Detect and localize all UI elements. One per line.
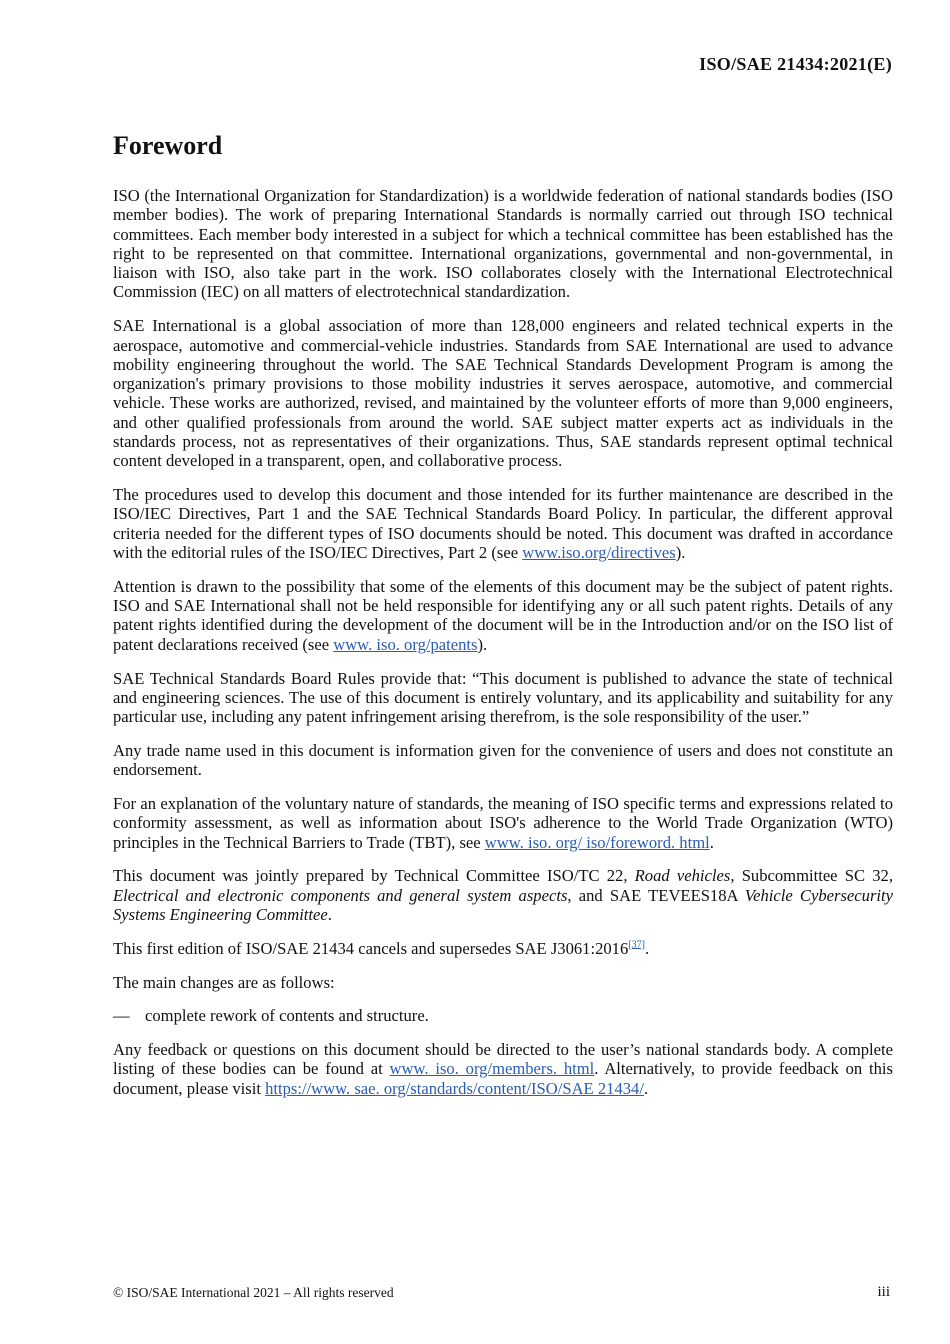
text: . <box>709 832 714 852</box>
sae-feedback-link[interactable]: https://www. sae. org/standards/content/ISO/SAE 21434/ <box>265 1078 644 1098</box>
text: For an explanation of the voluntary nature of standards, the meaning of ISO specific terms and expressions related to conformity assessment, as well as information about ISO's adherence to the World Trade Organization (WTO) principles in the Technical Barriers to Trade (TBT), see <box>113 794 893 852</box>
text: Any feedback or questions on this document should be directed to the user’s national standards body. A complete listing of these bodies can be found at <box>113 1040 893 1079</box>
text: This first edition of ISO/SAE 21434 cancels and supersedes SAE J3061:2016 <box>113 938 629 958</box>
paragraph: SAE International is a global association of more than 128,000 engineers and related technical experts in the aerospace, automotive and commercial-vehicle industries. Standards from SAE International are used to advance mobility engineering throughout the world. The SAE Technical Standards Development Program is among the organization's primary provisions to those mobility industries it serves aerospace, automotive, and commercial vehicle. These works are authorized, revised, and maintained by the volunteer efforts of more than 9,000 engineers, and other qualified professionals from around the world. SAE subject matter experts act as individuals in the standards process, not as representatives of their organizations. Thus, SAE standards represent optimal technical content developed in a transparent, open, and collaborative process. <box>113 316 893 471</box>
paragraph: SAE Technical Standards Board Rules provide that: “This document is published to advance the state of technical and engineering sciences. The use of this document is entirely voluntary, and its applicability and suitability for any particular use, including any patent infringement arising therefrom, is the sole responsibility of the user.” <box>113 668 893 727</box>
page-title: Foreword <box>113 131 223 160</box>
foreword-link[interactable]: www. iso. org/ iso/foreword. html <box>484 832 710 852</box>
text: . <box>643 1078 649 1098</box>
text: Attention is drawn to the possibility that some of the elements of this document may be the subject of patent rights. ISO and SAE International shall not be held responsible for identifying any or all such patent rights. Details of any patent rights identified during the development of the document will be in the Introduction and/or on the ISO list of patent declarations received (see <box>113 576 893 654</box>
reference-link[interactable]: [37] <box>628 939 645 951</box>
paragraph <box>113 939 893 958</box>
list-item-text: complete rework of contents and structure. <box>145 1006 429 1026</box>
patents-link[interactable]: www. iso. org/patents <box>333 634 478 654</box>
text: . <box>644 938 650 958</box>
text: ). <box>675 543 686 563</box>
dash-bullet: — <box>113 1006 130 1026</box>
text: . <box>327 905 332 924</box>
text: ). <box>477 634 488 654</box>
paragraph: Any trade name used in this document is information given for the convenience of users and does not constitute an endorsement. <box>113 740 893 780</box>
paragraph <box>113 866 893 924</box>
text: . Alternatively, to provide feedback on this document, please visit <box>113 1059 893 1098</box>
paragraph: ISO (the International Organization for Standardization) is a worldwide federation of national standards bodies (ISO member bodies). The work of preparing International Standards is normally carried out through ISO technical committees. Each member body interested in a subject for which a technical committee has been established has the right to be represented on that committee. International organizations, governmental and non-governmental, in liaison with ISO, also take part in the work. ISO collaborates closely with the International Electrotechnical Commission (IEC) on all matters of electrotechnical standardization. <box>113 186 893 302</box>
copyright-footer: © ISO/SAE International 2021 – All rights reserved <box>113 1285 394 1300</box>
italic-text: Road vehicles <box>634 866 731 886</box>
text: , and SAE TEVEES18A <box>567 885 745 905</box>
text: , Subcommittee SC 32, <box>730 866 893 886</box>
paragraph <box>113 1040 893 1098</box>
members-link[interactable]: www. iso. org/members. html <box>389 1059 595 1079</box>
text: This document was jointly prepared by Technical Committee ISO/TC 22, <box>113 866 635 886</box>
text: The procedures used to develop this document and those intended for its further maintenance are described in the ISO/IEC Directives, Part 1 and the SAE Technical Standards Board Policy. In particular, the different approval criteria needed for the different types of ISO documents should be noted. This document was drafted in accordance with the editorial rules of the ISO/IEC Directives, Part 2 (see <box>113 485 893 563</box>
paragraph <box>113 794 893 852</box>
document-id: ISO/SAE 21434:2021(E) <box>699 54 892 74</box>
paragraph: The main changes are as follows: <box>113 972 335 992</box>
paragraph <box>113 485 893 562</box>
italic-text: Vehicle Cybersecurity Systems Engineering Committee <box>113 885 893 924</box>
italic-text: Electrical and electronic components and general system aspects <box>113 885 568 905</box>
directives-link[interactable]: www.iso.org/directives <box>522 543 676 563</box>
list-item <box>113 1006 893 1025</box>
foreword-body <box>113 186 893 1113</box>
paragraph <box>113 577 893 654</box>
page-number: iii <box>877 1284 890 1300</box>
